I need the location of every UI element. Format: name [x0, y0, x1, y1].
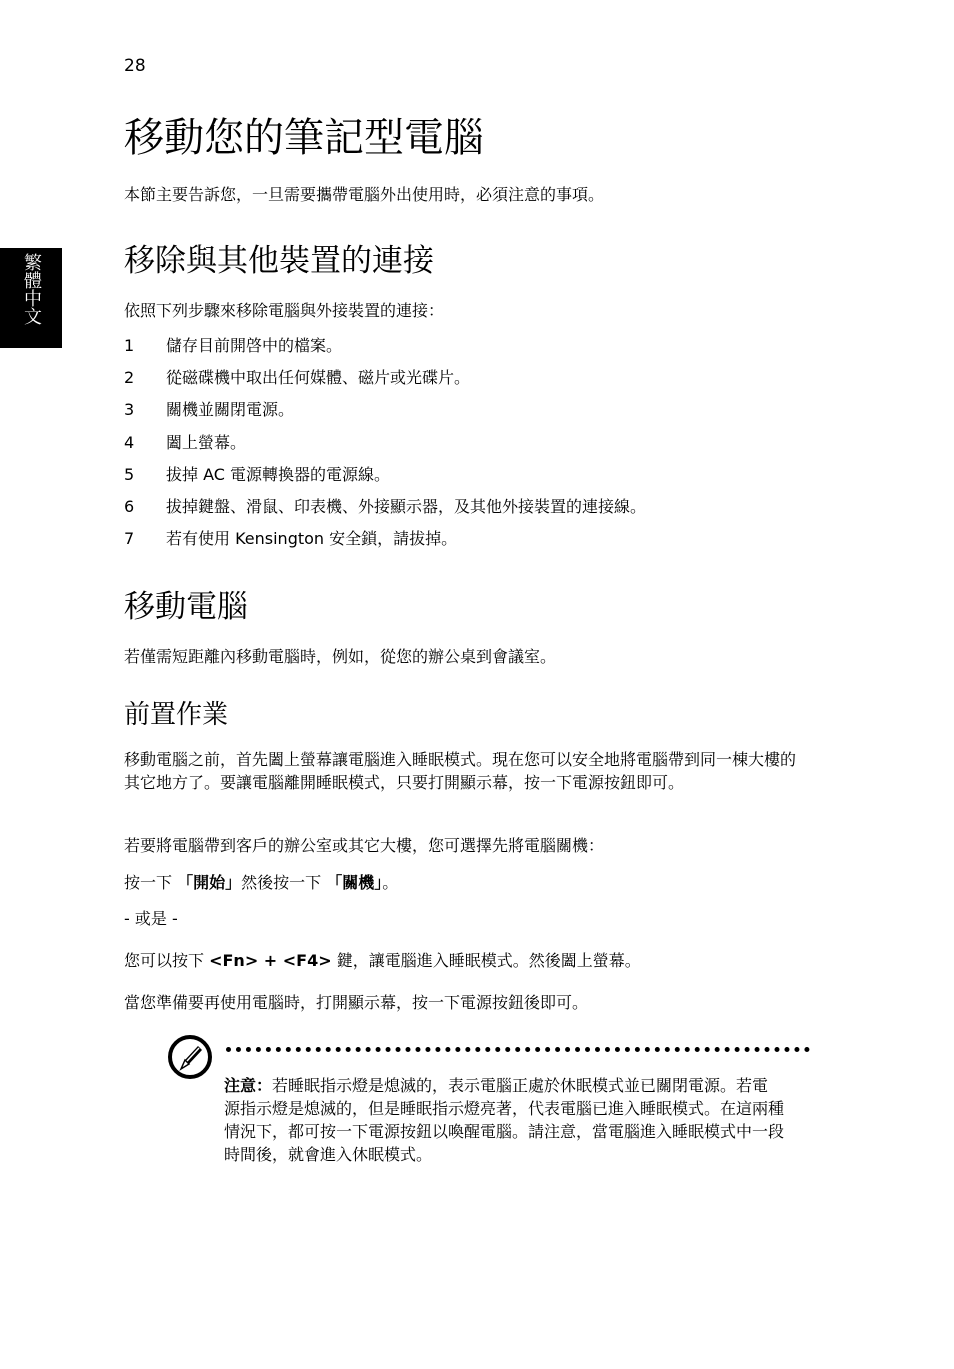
step-text: 關機並關閉電源。	[166, 400, 295, 420]
instruction-text: 您可以按下	[124, 951, 210, 970]
steps-list	[124, 334, 646, 559]
instruction-text: 按一下	[124, 873, 178, 892]
list-item	[124, 495, 646, 527]
shutdown-lead: 若要將電腦帶到客戶的辦公室或其它大樓，您可選擇先將電腦關機：	[124, 836, 605, 855]
step-number: 3	[124, 400, 135, 420]
step-text: 拔掉鍵盤、滑鼠、印表機、外接顯示器，及其他外接裝置的連接線。	[166, 496, 647, 516]
section-heading-disconnect: 移除與其他裝置的連接	[124, 243, 434, 279]
instruction-text: 。	[382, 873, 399, 892]
note-text-block	[224, 1074, 784, 1166]
step-text: 從磁碟機中取出任何媒體、磁片或光碟片。	[166, 368, 471, 388]
list-item	[124, 334, 646, 366]
start-shutdown-instruction	[124, 871, 814, 894]
move-lead: 若僅需短距離內移動電腦時，例如，從您的辦公桌到會議室。	[124, 647, 557, 666]
step-number: 5	[124, 464, 135, 484]
page-number: 28	[124, 56, 146, 76]
note-label: 注意：	[224, 1076, 273, 1095]
list-item	[124, 527, 646, 559]
page-title: 移動您的筆記型電腦	[124, 115, 484, 161]
step-number: 7	[124, 529, 135, 549]
list-item	[124, 366, 646, 398]
shutdown-label: 「關機」	[326, 873, 383, 892]
note-divider	[226, 1047, 810, 1052]
step-number: 6	[124, 496, 135, 516]
step-text: 儲存目前開啓中的檔案。	[166, 336, 343, 355]
step-text: 拔掉 AC 電源轉換器的電源線。	[166, 464, 391, 484]
step-number: 2	[124, 368, 135, 388]
instruction-text: 然後按一下	[241, 873, 327, 892]
list-item	[124, 431, 646, 463]
section-heading-move: 移動電腦	[124, 589, 248, 625]
step-text: 闔上螢幕。	[166, 432, 247, 452]
step-text: 若有使用 Kensington 安全鎖，請拔掉。	[166, 529, 458, 549]
resume-paragraph: 當您準備要再使用電腦時，打開顯示幕，按一下電源按鈕後即可。	[124, 993, 589, 1012]
hotkey-label: <Fn> + <F4>	[209, 951, 332, 970]
steps-lead: 依照下列步驟來移除電腦與外接裝置的連接：	[124, 301, 445, 320]
step-number: 4	[124, 432, 135, 452]
sub-heading-preparation: 前置作業	[124, 700, 229, 730]
hotkey-instruction	[124, 949, 814, 972]
intro-paragraph: 本節主要告訴您，一旦需要攜帶電腦外出使用時，必須注意的事項。	[124, 185, 605, 204]
preparation-paragraph: 移動電腦之前，首先闔上螢幕讓電腦進入睡眠模式。現在您可以安全地將電腦帶到同一棟大樓的其它地方了。要讓電腦離開睡眠模式，只要打開顯示幕，按一下電源按鈕即可。	[124, 750, 797, 792]
list-item	[124, 463, 646, 495]
start-menu-label: 「開始」	[177, 873, 242, 892]
or-separator: - 或是 -	[124, 909, 178, 928]
note-pen-icon	[167, 1034, 213, 1080]
step-number: 1	[124, 336, 135, 355]
instruction-text: 鍵，讓電腦進入睡眠模式。然後闔上螢幕。	[331, 951, 641, 970]
list-item	[124, 398, 646, 430]
note-body: 若睡眠指示燈是熄滅的，表示電腦正處於休眠模式並已關閉電源。若電源指示燈是熄滅的，但是睡眠指示燈亮著，代表電腦已進入睡眠模式。在這兩種情況下，都可按一下電源按鈕以喚醒電腦。請注意，當電腦進入睡眠模式中一段時間後，就會進入休眠模式。	[224, 1076, 785, 1164]
language-label: 繁體中文	[21, 253, 42, 325]
language-side-tab	[0, 248, 62, 348]
